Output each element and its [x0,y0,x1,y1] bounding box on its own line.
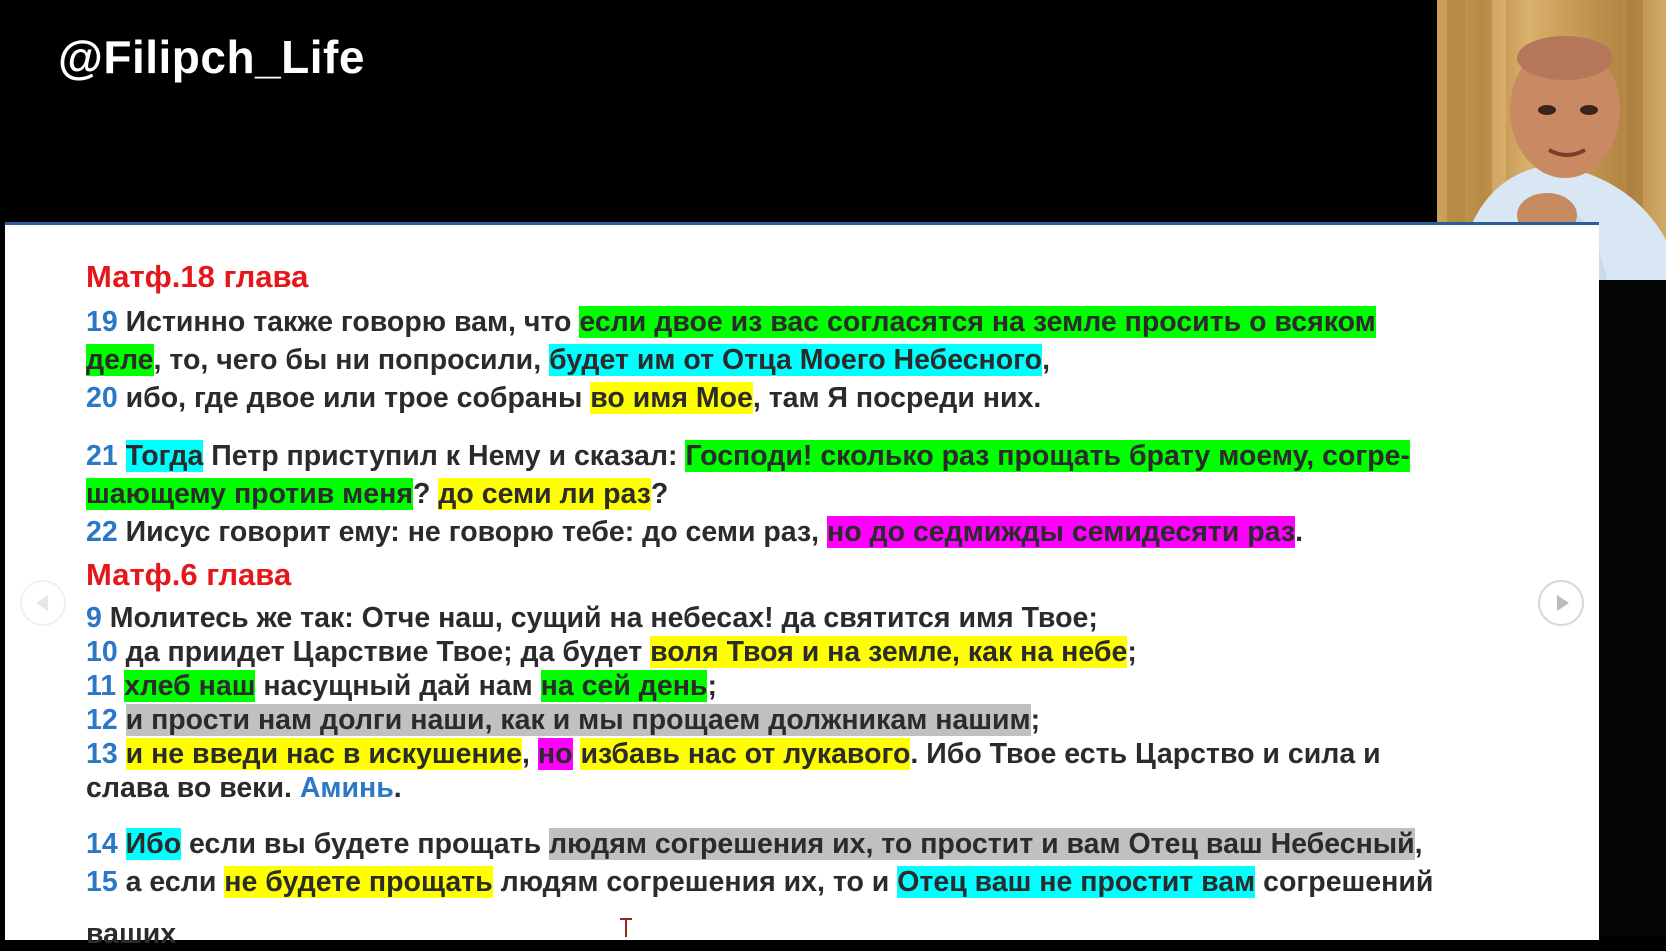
verse-text: Петр приступил к Нему и сказал: [203,440,686,472]
verse-text: , [1414,828,1423,860]
cut-off-line: ваших [86,918,177,950]
channel-watermark: @Filipch_Life [58,31,365,83]
verse-line [86,703,1536,737]
highlighted-text: Ибо [125,828,182,860]
verse-text: Иисус говорит ему: не говорю тебе: до семи раз, [117,516,827,548]
verse-number: 21 [86,440,118,472]
verse-line [86,341,1536,379]
chapter-heading: Матф.6 глава [86,557,292,592]
verse-text: Аминь [299,772,394,804]
verse-line [86,863,1536,901]
verse-text: ; [1127,636,1137,668]
verse-text: людям согрешения их, то и [492,866,898,898]
highlighted-text: во имя Мое [590,382,753,414]
verse-text [118,704,126,736]
verse-text: , [1042,344,1050,376]
verse-text: , [522,738,538,770]
verse-line [86,303,1536,341]
verse-line [86,771,1536,805]
verse-line [86,825,1536,863]
verse-text: ? [412,478,439,510]
verse-line [86,475,1536,513]
verse-line [86,437,1536,475]
verse-number: 15 [86,866,118,898]
verse-text: ; [1030,704,1041,736]
verse-text: насущный дай нам [255,670,541,702]
highlighted-text: будет им от Отца Моего Небесного [549,344,1043,376]
highlighted-text: не будете прощать [224,866,493,898]
verse-text: ; [707,670,717,702]
chapter-heading: Матф.18 глава [86,259,309,294]
verse-line [86,379,1536,417]
verse-number: 13 [86,738,118,770]
highlighted-text: на сей день [540,670,708,702]
verse-number: 10 [86,636,118,668]
highlighted-text: Тогда [125,440,204,472]
verse-text: а если [117,866,225,898]
highlighted-text: деле [86,344,154,376]
chevron-left-icon [36,595,48,611]
verse-text: согрешений [1255,866,1434,898]
verse-number: 9 [86,602,102,634]
verse-text [118,440,126,472]
highlighted-text: и прости нам долги наши, как и мы прощаем должникам нашим [125,704,1031,736]
verse-text: ? [650,478,669,510]
verse-text: если вы будете прощать [181,828,550,860]
highlighted-text: людям согрешения их, то простит и вам Отец ваш Небесный [549,828,1415,860]
verse-text: Молитесь же так: Отче наш, сущий на небесах! да святится имя Твое; [101,602,1098,634]
highlighted-text: до семи ли раз [438,478,651,510]
verse-text: , то, чего бы ни попросили, [153,344,550,376]
highlighted-text: если двое из вас согласятся на земле просить о всяком [579,306,1376,338]
verse-line [86,635,1536,669]
verse-line [86,737,1536,771]
highlighted-text: избавь нас от лукавого [580,738,911,770]
verse-line [86,513,1536,551]
verse-text [116,670,124,702]
slide-content [86,257,1536,901]
verse-text: . [1295,516,1303,548]
verse-line [86,669,1536,703]
verse-number: 12 [86,704,118,736]
verse-text: слава во веки. [86,772,300,804]
verse-text: . Ибо Твое есть Царство и сила и [910,738,1381,770]
next-slide-button[interactable] [1538,580,1584,626]
highlighted-text: воля Твоя и на земле, как на небе [650,636,1128,668]
text-cursor-icon [620,918,630,937]
chevron-right-icon [1557,595,1569,611]
verse-number: 22 [86,516,118,548]
verse-line [86,601,1536,635]
verse-text: да приидет Царствие Твое; да будет [117,636,651,668]
highlighted-text: шающему против меня [86,478,413,510]
verse-text [118,828,126,860]
verse-number: 19 [86,306,118,338]
verse-text: , там Я посреди них. [752,382,1042,414]
verse-number: 20 [86,382,118,414]
verse-number: 14 [86,828,118,860]
verse-text [118,738,126,770]
highlighted-text: и не введи нас в искушение [125,738,523,770]
verse-text: ибо, где двое или трое собраны [117,382,591,414]
highlighted-text: хлеб наш [124,670,256,702]
prev-slide-button[interactable] [20,580,66,626]
verse-text: Истинно также говорю вам, что [117,306,580,338]
highlighted-text: но [537,738,573,770]
highlighted-text: Отец ваш не простит вам [897,866,1256,898]
verse-text: . [393,772,402,804]
highlighted-text: но до седмижды семидесяти раз [827,516,1296,548]
verse-number: 11 [86,670,117,702]
highlighted-text: Господи! сколько раз прощать брату моему, согре- [685,440,1410,472]
right-edge-dark [1599,280,1666,937]
